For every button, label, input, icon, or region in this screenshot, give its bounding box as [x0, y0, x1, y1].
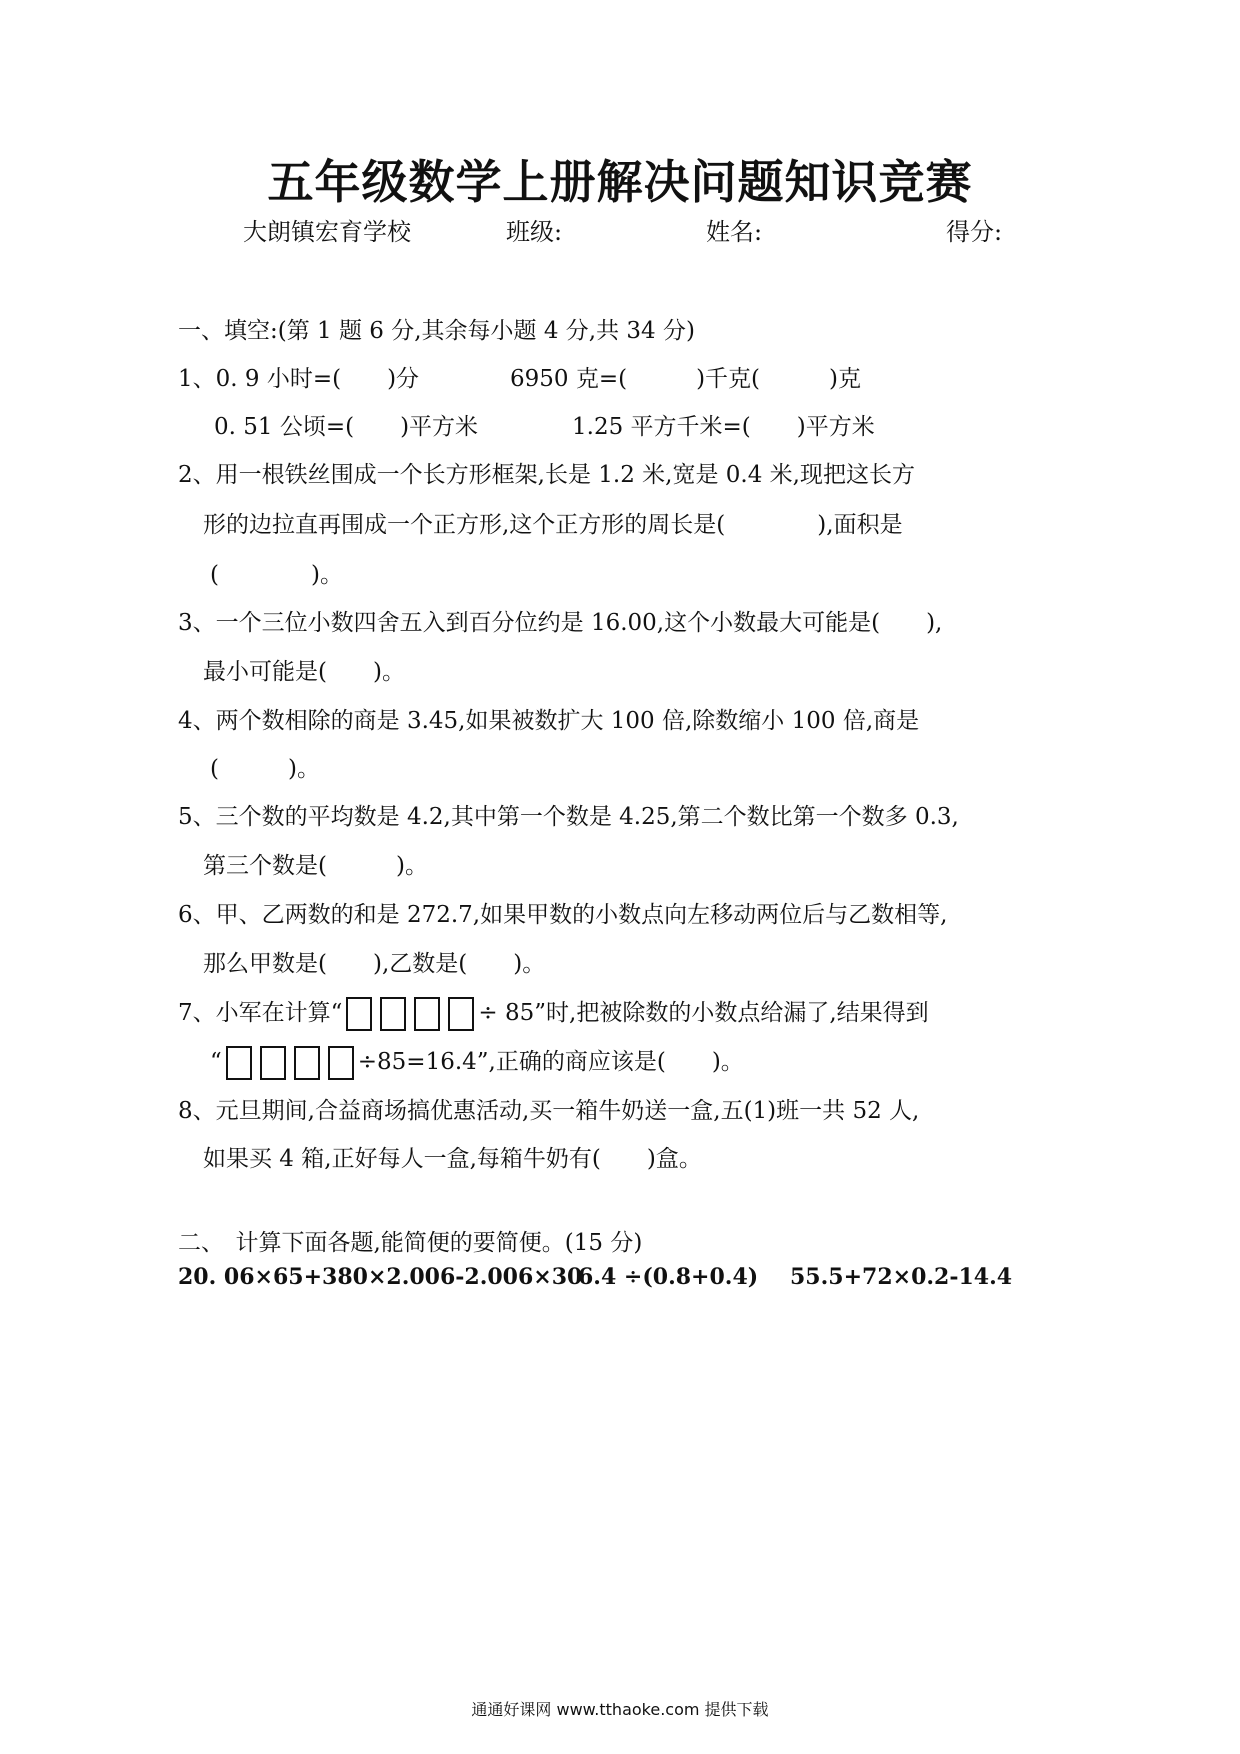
- digit-box: [294, 1046, 320, 1080]
- digit-box: [346, 997, 372, 1031]
- q2-line3: ( )。: [210, 562, 343, 588]
- q2-line1: 2、用一根铁丝围成一个长方形框架,长是 1.2 米,宽是 0.4 米,现把这长方: [178, 462, 915, 488]
- class-label: 班级:: [506, 218, 563, 246]
- q8-line1: 8、元旦期间,合益商场搞优惠活动,买一箱牛奶送一盒,五(1)班一共 52 人,: [178, 1098, 920, 1124]
- q3-line2: 最小可能是( )。: [203, 659, 405, 685]
- page-title: 五年级数学上册解决问题知识竞赛: [267, 155, 973, 209]
- q7-line2-pre: “: [210, 1049, 222, 1075]
- q2-line2: 形的边拉直再围成一个正方形,这个正方形的周长是( ),面积是: [203, 512, 903, 538]
- digit-box: [414, 997, 440, 1031]
- q6-line1: 6、甲、乙两数的和是 272.7,如果甲数的小数点向左移动两位后与乙数相等,: [178, 902, 948, 928]
- calc-expression-1: 20. 06×65+380×2.006-2.006×30: [178, 1264, 583, 1290]
- q3-line1: 3、一个三位小数四舍五入到百分位约是 16.00,这个小数最大可能是( ),: [178, 610, 943, 636]
- digit-box: [380, 997, 406, 1031]
- q1-part-a: 1、0. 9 小时=( )分: [178, 366, 420, 392]
- section1-heading: 一、填空:(第 1 题 6 分,其余每小题 4 分,共 34 分): [178, 318, 695, 344]
- calc-expression-3: 55.5+72×0.2-14.4: [790, 1264, 1013, 1290]
- q5-line1: 5、三个数的平均数是 4.2,其中第一个数是 4.25,第二个数比第一个数多 0.3,: [178, 804, 959, 830]
- q6-line2: 那么甲数是( ),乙数是( )。: [203, 951, 546, 977]
- school-name: 大朗镇宏育学校: [243, 218, 411, 246]
- score-label: 得分:: [946, 218, 1003, 246]
- digit-box: [328, 1046, 354, 1080]
- q1-part-d: 1.25 平方千米=( )平方米: [572, 414, 875, 440]
- footer-note: 通通好课网 www.tthaoke.com 提供下载: [471, 1700, 769, 1719]
- q7-line2-post: ÷85=16.4”,正确的商应该是( )。: [357, 1049, 744, 1075]
- q1-part-b: 6950 克=( )千克( )克: [510, 366, 862, 392]
- q4-line2: ( )。: [210, 756, 320, 782]
- q4-line1: 4、两个数相除的商是 3.45,如果被数扩大 100 倍,除数缩小 100 倍,商是: [178, 708, 920, 734]
- q7-line1: [178, 997, 929, 1031]
- q8-line2: 如果买 4 箱,正好每人一盒,每箱牛奶有( )盒。: [203, 1146, 702, 1172]
- q1-part-c: 0. 51 公顷=( )平方米: [214, 414, 479, 440]
- name-label: 姓名:: [706, 218, 763, 246]
- q7-line2: [210, 1046, 744, 1080]
- digit-box: [226, 1046, 252, 1080]
- digit-box: [448, 997, 474, 1031]
- digit-box: [260, 1046, 286, 1080]
- q5-line2: 第三个数是( )。: [203, 853, 428, 879]
- calc-expression-2: 6.4 ÷(0.8+0.4): [578, 1264, 759, 1290]
- section2-heading: 二、 计算下面各题,能简便的要简便。(15 分): [178, 1230, 643, 1256]
- q7-line1-pre: 7、小军在计算“: [178, 1000, 343, 1026]
- q7-line1-post: ÷ 85”时,把被除数的小数点给漏了,结果得到: [478, 1000, 929, 1026]
